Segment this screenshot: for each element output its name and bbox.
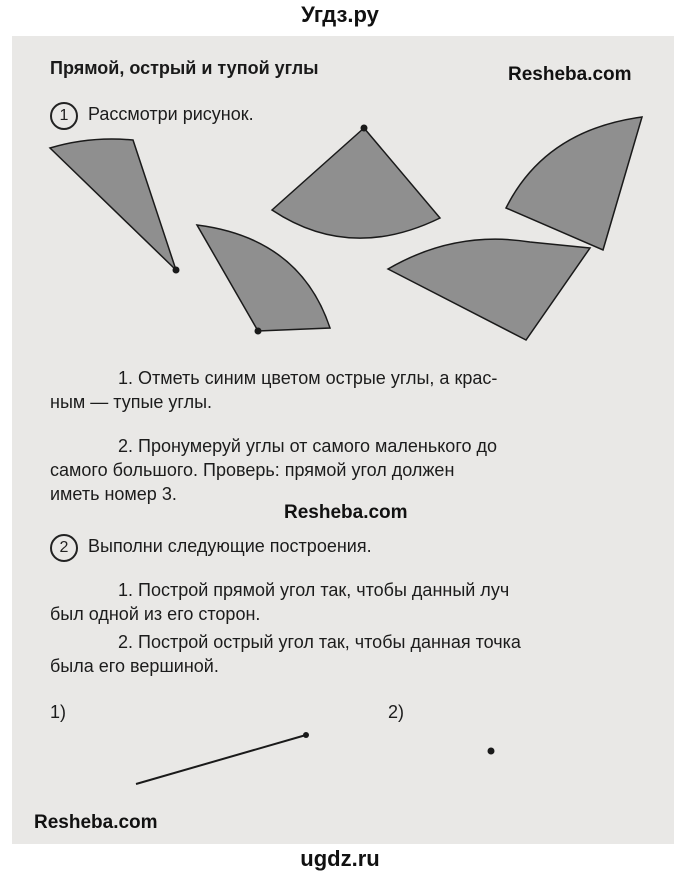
- given-point: [488, 748, 495, 755]
- task-1-item-1-line-2: ным — тупые углы.: [50, 392, 213, 412]
- task-2-number: 2: [50, 534, 78, 562]
- site-footer: ugdz.ru: [300, 846, 380, 871]
- watermark-middle: Resheba.com: [284, 502, 408, 523]
- angle-sector-1: [50, 139, 176, 270]
- task-2-item-2-line-2: была его вершиной.: [50, 656, 219, 676]
- task-2-item-1-line-2: был одной из его сторон.: [50, 604, 261, 624]
- task-1-intro: Рассмотри рисунок.: [88, 104, 254, 124]
- angle-sector-3: [272, 128, 440, 238]
- angle-vertex-2: [255, 328, 262, 335]
- watermark-bottom: Resheba.com: [34, 812, 158, 833]
- task-1-item-2-line-3: иметь номер 3.: [50, 484, 177, 504]
- task-2-item-1-line-1: 1. Построй прямой угол так, чтобы данный луч: [118, 580, 510, 600]
- given-ray: [136, 735, 306, 784]
- angle-vertex-1: [173, 267, 180, 274]
- construction-label-2: 2): [388, 702, 405, 722]
- task-2-item-2-line-1: 2. Построй острый угол так, чтобы данная точка: [118, 632, 521, 652]
- given-ray-origin: [303, 732, 309, 738]
- task-2-intro: Выполни следующие построения.: [88, 536, 372, 556]
- angle-vertex-3: [361, 125, 368, 132]
- angle-sector-2: [197, 225, 330, 331]
- construction-label-1: 1): [50, 702, 67, 722]
- task-1-item-2-line-1: 2. Пронумеруй углы от самого маленького до: [118, 436, 498, 456]
- site-header: Угдз.ру: [301, 2, 379, 27]
- lesson-title: Прямой, острый и тупой углы: [50, 58, 319, 78]
- watermark-top: Resheba.com: [508, 64, 632, 85]
- task-1-number: 1: [50, 102, 78, 130]
- task-1-item-2-line-2: самого большого. Проверь: прямой угол должен: [50, 460, 455, 480]
- angle-sector-5: [388, 239, 590, 340]
- angle-sector-4: [506, 117, 642, 250]
- task-1-item-1-line-1: 1. Отметь синим цветом острые углы, а крас-: [118, 368, 498, 388]
